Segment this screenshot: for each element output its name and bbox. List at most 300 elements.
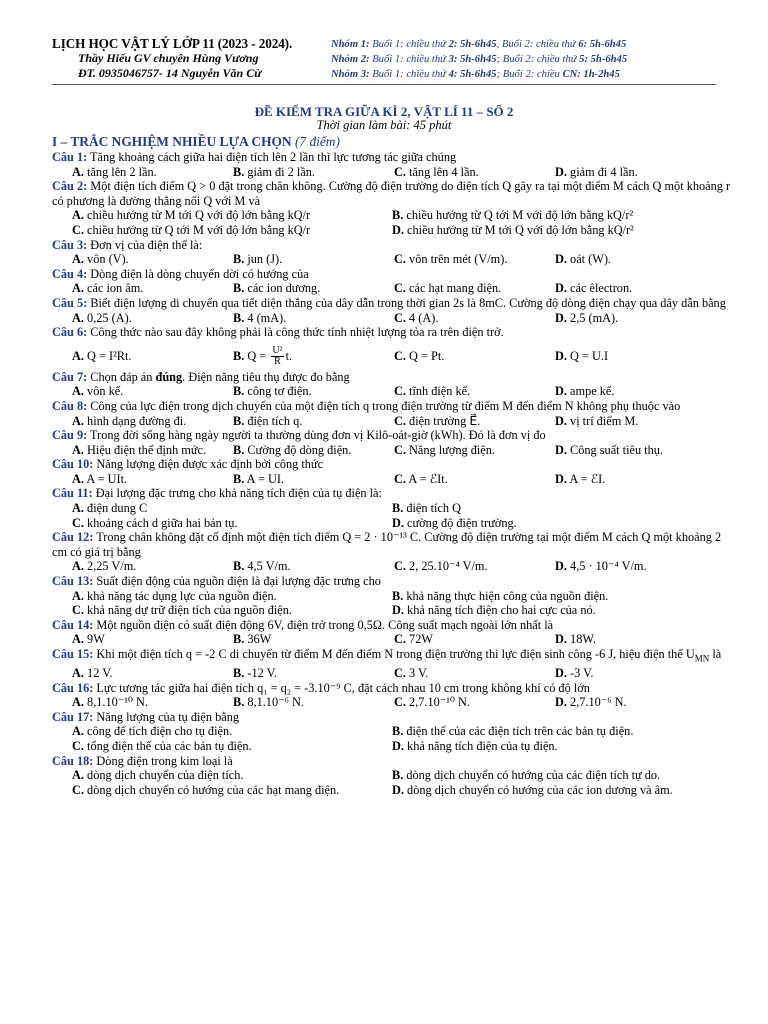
schedule-title: LỊCH HỌC VẬT LÝ LỚP 11 (2023 - 2024). [52,36,293,51]
option-text: điện trường E⃗. [405,413,481,428]
question-subscript: MN [694,653,710,664]
header-left [52,36,324,81]
option-letter: B. [392,588,404,603]
section-points: (7 điểm) [294,134,340,149]
option-text: dòng dịch chuyển có hướng của các điện tích tự do. [403,768,661,783]
answer-option [72,252,233,267]
answer-option [72,516,392,531]
option-letter: C. [394,164,406,179]
question-text: Dòng điện là dòng chuyển dời có hướng của [87,266,309,281]
option-letter: D. [555,310,567,325]
option-letter: B. [392,208,404,223]
option-list [52,695,732,710]
option-letter: D. [555,384,567,399]
option-text: hình dạng đường đi. [83,413,187,428]
answer-option [233,384,394,399]
answer-option [233,443,394,458]
question-stem [52,179,732,208]
question-label: Câu 16: [52,680,94,695]
option-text: vị trí điểm M. [566,413,639,428]
option-text: -12 V. [244,666,277,681]
question-text: Suất điện động của nguồn điện là đại lượng đặc trưng cho [93,574,381,589]
option-text: Q = Pt. [405,348,445,363]
answer-option [392,724,712,739]
option-text: các ion dương. [244,281,321,296]
option-list [52,589,732,618]
option-text: Cường độ dòng điện. [244,442,352,457]
question [52,150,732,179]
question-text: Đơn vị của điện thế là: [87,237,203,252]
group-name: Nhóm 2: [331,54,370,65]
option-letter: C. [394,559,406,574]
question-label: Câu 15: [52,647,94,661]
option-letter: D. [392,515,404,530]
option-letter: B. [233,252,245,267]
question [52,370,732,399]
answer-option [555,384,716,399]
question [52,399,732,428]
option-letter: D. [392,222,404,237]
question-stem [52,681,732,696]
option-letter: B. [233,442,245,457]
option-letter: C. [394,471,406,486]
session-label: , Buổi 2: chiều thứ [496,39,579,50]
option-letter: B. [233,559,245,574]
option-text: A = UIt. [83,471,128,486]
session-time: 3: 5h-6h45 [448,54,497,65]
question-text: Trong đời sống hàng ngày người ta thường dùng đơn vị Kilô-oát-giờ (kWh). Đó là đơn vị đo [87,428,546,443]
teacher-name: Thầy Hiếu GV chuyên Hùng Vương [78,51,259,65]
fraction-numerator: U² [272,345,283,357]
question [52,428,732,457]
option-text: tăng lên 4 lần. [405,164,479,179]
answer-option [392,223,712,238]
question-text: Một điện tích điểm Q > 0 đặt trong chân không. Cường độ điện trường do điện tích Q gây ra tại một điểm M cách Q một khoảng r có phương là đường thẳng nối Q với M và [52,179,731,208]
question-label: Câu 6: [52,325,88,340]
option-letter: C. [72,739,84,754]
question [52,486,732,530]
answer-option [394,414,555,429]
group-name: Nhóm 3: [331,69,370,80]
exam-duration: Thời gian làm bài: 45 phút [316,118,452,132]
option-text: cường độ điện trường. [403,515,517,530]
option-letter: A. [72,281,84,296]
option-text: A = ℰIt. [405,471,448,486]
question-stem [52,457,732,472]
option-letter: C. [72,515,84,530]
option-text: 72W [405,632,433,647]
header-divider [52,84,716,85]
question-label: Câu 11: [52,486,93,501]
answer-option [394,384,555,399]
option-text: 8,1.10⁻⁶ N. [244,695,304,710]
option-letter: A. [72,252,84,267]
session-time: 4: 5h-6h45 [448,69,497,80]
option-text: khả năng tích điện cho hai cực của nó. [403,603,596,618]
option-text: 2,7.10⁻⁶ N. [566,695,627,710]
option-text: Q = I²Rt. [83,348,132,363]
answer-option [555,311,716,326]
option-list [52,311,732,326]
option-text: điện tích q. [244,413,303,428]
option-letter: C. [394,695,406,710]
answer-option [555,344,716,368]
session-time: CN: 1h-2h45 [562,69,620,80]
option-text: 8,1.10⁻¹⁰ N. [83,695,148,710]
session-label: Buổi 1: chiều thứ [369,69,449,80]
answer-option [72,666,233,681]
option-text: t. [285,348,293,363]
option-list [52,208,732,237]
option-letter: D. [392,739,404,754]
option-list [52,632,732,647]
option-text: vôn trên mét (V/m). [405,252,508,267]
option-text: chiều hướng từ M tới Q với độ lớn bằng kQ/r² [403,222,634,237]
option-text: 4 (mA). [244,310,287,325]
option-letter: D. [555,413,567,428]
option-text: 2,7.10⁻¹⁰ N. [405,695,470,710]
option-letter: B. [233,281,245,296]
answer-option [394,559,555,574]
question-stem [52,296,732,311]
option-list [52,443,732,458]
option-list [52,472,732,487]
option-text: giảm đi 2 lần. [244,164,315,179]
option-letter: C. [394,252,406,267]
question-stem [52,238,732,253]
question-label: Câu 12: [52,530,94,545]
option-letter: B. [233,666,245,681]
option-text: khoảng cách d giữa hai bản tụ. [83,515,238,530]
answer-option [555,443,716,458]
answer-option [394,281,555,296]
question-stem [52,267,732,282]
question-text: là [709,647,722,661]
option-letter: D. [555,442,567,457]
answer-option [72,589,392,604]
answer-option [394,252,555,267]
option-letter: C. [394,310,406,325]
question-text: Chọn đáp án [87,369,156,384]
question-label: Câu 3: [52,237,88,252]
option-text: 2,5 (mA). [566,310,619,325]
answer-option [392,783,712,798]
option-letter: D. [555,348,567,363]
question [52,325,732,368]
question-text: Năng lượng điện được xác định bởi công thức [93,457,324,472]
answer-option [72,443,233,458]
question-stem [52,754,732,769]
option-text: điện tích Q [403,501,461,516]
question-text: Khi một điện tích q = -2 C di chuyển từ điểm M đến điểm N trong điện trường thì lực điện sinh công -6 J, hiệu điện thế U [93,647,695,661]
option-text: A = ℰI. [566,471,606,486]
question [52,267,732,296]
question-text: Công của lực điện trong dịch chuyển của một điện tích q trong điện trường từ điểm M đến điểm N không phụ thuộc vào [87,398,681,413]
option-text: 3 V. [405,666,429,681]
question-label: Câu 1: [52,150,88,164]
option-text: Q = [244,348,270,363]
option-letter: B. [233,632,245,647]
question [52,647,732,681]
answer-option [72,783,392,798]
question-stem [52,370,732,385]
question-stem [52,710,732,725]
option-text: ampe kế. [566,384,615,399]
option-text: điện thế của các điện tích trên các bản tụ điện. [403,724,634,739]
question-stem [52,574,732,589]
option-letter: A. [72,559,84,574]
schedule-group [331,67,751,82]
answer-option [555,666,716,681]
option-text: tăng lên 2 lần. [83,164,157,179]
answer-option [392,208,712,223]
question-label: Câu 2: [52,179,88,194]
option-text: khả năng dự trữ điện tích của nguồn điện. [83,603,292,618]
answer-option [394,165,555,180]
question-stem [52,618,732,633]
question-label: Câu 18: [52,753,94,768]
answer-option [555,472,716,487]
option-letter: D. [555,632,567,647]
option-text: -3 V. [566,666,594,681]
option-list [52,501,732,530]
question-stem [52,150,732,165]
question [52,754,732,798]
answer-option [394,695,555,710]
option-text: dòng dịch chuyển của điện tích. [83,768,244,783]
option-text: Năng lượng điện. [405,442,495,457]
option-letter: C. [394,632,406,647]
option-letter: B. [233,310,245,325]
option-text: vôn kế. [83,384,124,399]
option-letter: A. [72,310,84,325]
option-text: 0,25 (A). [83,310,132,325]
option-text: dòng dịch chuyển có hướng của các hạt mang điện. [83,782,340,797]
exam-title: ĐỀ KIỂM TRA GIỮA KÌ 2, VẬT LÍ 11 – SỐ 2 [254,104,514,119]
option-text: khả năng tích điện của tụ điện. [403,739,558,754]
option-text: chiều hướng từ M tới Q với độ lớn bằng kQ/r [83,208,311,223]
schedule-group [331,52,751,67]
question-text: Năng lượng của tụ điện bằng [93,709,240,724]
answer-option [392,768,712,783]
option-letter: A. [72,413,84,428]
option-letter: C. [394,384,406,399]
answer-option [72,281,233,296]
answer-option [392,589,712,604]
answer-option [72,472,233,487]
question-label: Câu 7: [52,369,88,384]
group-name: Nhóm 1: [331,39,370,50]
question [52,710,732,754]
question-text: Đại lượng đặc trưng cho khả năng tích điện của tụ điện là: [92,486,382,501]
answer-option [555,414,716,429]
question [52,296,732,325]
option-letter: D. [555,695,567,710]
session-label: Buổi 1: chiều thứ [369,54,449,65]
answer-option [72,384,233,399]
question [52,457,732,486]
question-text: Biết điện lượng di chuyển qua tiết diện thẳng của dây dẫn trong thời gian 2s là 8mC. Cường độ dòng điện chạy qua dây dẫn bằng [87,295,726,310]
answer-option [233,252,394,267]
option-text: Công suất tiêu thụ. [566,442,663,457]
option-list [52,281,732,296]
session-time: 6: 5h-6h45 [578,39,627,50]
question [52,238,732,267]
question-text: Một nguồn điện có suất điện động 6V, điện trở trong 0,5Ω. Công suất mạch ngoài lớn nhất là [93,617,554,632]
option-text: các ion âm. [83,281,144,296]
option-letter: A. [72,588,84,603]
answer-option [392,739,712,754]
option-letter: C. [394,281,406,296]
option-letter: D. [555,252,567,267]
answer-option [233,632,394,647]
answer-option [72,414,233,429]
option-text: 2,25 V/m. [83,559,137,574]
question-label: Câu 9: [52,428,88,443]
question-stem [52,647,732,666]
question [52,618,732,647]
answer-option [233,695,394,710]
answer-option [72,311,233,326]
option-text: A = UI. [244,471,285,486]
answer-option [555,632,716,647]
option-list [52,165,732,180]
option-letter: A. [72,666,84,681]
answer-option [394,632,555,647]
question-text: Dòng điện trong kim loại là [93,753,233,768]
answer-option [555,695,716,710]
question-stem [52,486,732,501]
answer-option [233,559,394,574]
answer-option [394,311,555,326]
option-letter: A. [72,695,84,710]
option-letter: A. [72,384,84,399]
question-label: Câu 13: [52,574,94,589]
answer-option [72,695,233,710]
option-text: vôn (V). [83,252,129,267]
header-schedule-groups [331,37,751,82]
answer-option [392,516,712,531]
option-text: công để tích điện cho tụ điện. [83,724,233,739]
option-letter: B. [233,471,245,486]
answer-option [392,501,712,516]
option-text: điện dung C [83,501,148,516]
option-letter: C. [72,603,84,618]
option-text: dòng dịch chuyển có hướng của các ion dương và âm. [403,782,673,797]
question [52,574,732,618]
option-list [52,666,732,681]
option-letter: B. [233,348,245,363]
option-text: tổng điện thế của các bản tụ điện. [83,739,252,754]
option-letter: A. [72,768,84,783]
option-text: 12 V. [83,666,113,681]
answer-option [233,281,394,296]
option-letter: D. [555,559,567,574]
answer-option [233,472,394,487]
option-letter: C. [72,782,84,797]
option-text: các êlectron. [566,281,633,296]
question-label: Câu 10: [52,457,94,472]
question-text: Lực tương tác giữa hai điện tích q₁ = q₂ = -3.10⁻⁹ C, đặt cách nhau 10 cm trong không khí có độ lớn [93,680,590,695]
option-letter: B. [392,768,404,783]
option-list [52,344,732,368]
option-text: chiều hướng từ Q tới M với độ lớn bằng kQ/r² [403,208,634,223]
section-heading [52,134,732,150]
option-text: 4,5 · 10⁻⁴ V/m. [566,559,647,574]
option-letter: D. [555,666,567,681]
option-letter: A. [72,442,84,457]
option-letter: A. [72,471,84,486]
answer-option [394,472,555,487]
answer-option [72,344,233,368]
option-text: oát (W). [566,252,612,267]
option-list [52,724,732,753]
option-text: các hạt mang điện. [405,281,502,296]
question-label: Câu 5: [52,295,88,310]
option-text: 4,5 V/m. [244,559,291,574]
answer-option [72,559,233,574]
section-title: I – TRẮC NGHIỆM NHIỀU LỰA CHỌN [52,134,292,149]
option-text: 18W. [566,632,596,647]
option-text: Q = U.I [566,348,609,363]
option-text: jun (J). [244,252,283,267]
question-label: Câu 8: [52,398,88,413]
option-list [52,768,732,797]
option-letter: D. [555,281,567,296]
option-list [52,252,732,267]
question [52,530,732,574]
session-label: ; Buổi 2: chiều thứ [496,54,580,65]
option-text: Hiệu điện thế định mức. [83,442,207,457]
option-letter: C. [394,442,406,457]
option-letter: C. [394,413,406,428]
answer-option [394,443,555,458]
answer-option [233,311,394,326]
option-letter: B. [233,695,245,710]
option-text: 4 (A). [405,310,439,325]
question-text: Trong chân không đặt cố định một điện tích điểm Q = 2 · 10⁻¹³ C. Cường độ điện trường tại một điểm M cách Q một khoảng 2 cm có giá trị bằng [52,530,722,559]
answer-option [72,501,392,516]
question-text: . Điện năng tiêu thụ được đo bằng [182,369,350,384]
answer-option [72,208,392,223]
option-letter: A. [72,724,84,739]
answer-option [72,165,233,180]
question-stem [52,325,732,340]
option-letter: B. [233,384,245,399]
answer-option [233,666,394,681]
option-letter: A. [72,208,84,223]
question-list [52,150,732,797]
option-letter: A. [72,501,84,516]
option-letter: B. [233,413,245,428]
option-letter: C. [394,348,406,363]
question [52,179,732,237]
option-letter: B. [392,501,404,516]
session-label: Buổi 1: chiều thứ [369,39,449,50]
option-letter: D. [392,603,404,618]
option-text: 9W [83,632,105,647]
question-stem [52,530,732,559]
option-text: tĩnh điện kế. [405,384,471,399]
option-text: giảm đi 4 lần. [566,164,638,179]
teacher-contact: ĐT. 0935046757- 14 Nguyễn Văn Cừ [78,66,262,80]
answer-option [555,165,716,180]
option-text: 36W [244,632,272,647]
exam-content [52,134,732,797]
session-time: 2: 5h-6h45 [448,39,497,50]
schedule-group [331,37,751,52]
option-letter: B. [392,724,404,739]
